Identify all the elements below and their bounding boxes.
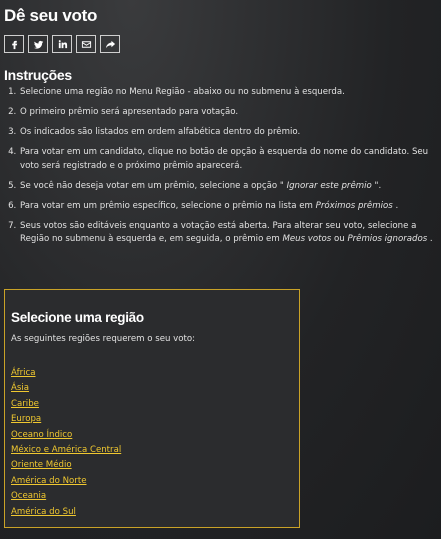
facebook-share-button[interactable] bbox=[4, 35, 24, 53]
region-list-item bbox=[11, 499, 121, 517]
linkedin-share-button[interactable] bbox=[52, 35, 72, 53]
region-list-item bbox=[11, 375, 121, 394]
share-forward-icon bbox=[105, 39, 116, 50]
region-box-title: Selecione uma região bbox=[11, 310, 144, 325]
region-link-north-america[interactable]: América do Norte bbox=[11, 475, 87, 486]
linkedin-icon bbox=[57, 39, 68, 50]
instructions-list bbox=[0, 86, 436, 253]
region-list-item bbox=[11, 406, 121, 425]
region-box-subtitle: As seguintes regiões requerem o seu voto: bbox=[11, 334, 196, 344]
region-link-south-america[interactable]: América do Sul bbox=[11, 506, 76, 517]
twitter-icon bbox=[33, 39, 44, 50]
instructions-title: Instruções bbox=[4, 67, 72, 83]
instruction-item: 4. Para votar em um candidato, clique no botão de opção à esquerda do nome do candidato. Seu voto será registrado e o próximo prêmio aparecerá. bbox=[19, 146, 436, 173]
instruction-item: 6. Para votar em um prêmio específico, selecione o prêmio na lista em Próximos prêmios . bbox=[19, 200, 436, 214]
region-link-mexico-central-america[interactable]: México e América Central bbox=[11, 444, 122, 455]
region-link-middle-east[interactable]: Oriente Médio bbox=[11, 460, 72, 471]
page-title: Dê seu voto bbox=[4, 6, 98, 25]
instruction-item: 1. Selecione uma região no Menu Região - abaixo ou no submenu à esquerda. bbox=[19, 86, 436, 100]
instruction-item: 7. Seus votos são editáveis enquanto a votação está aberta. Para alterar seu voto, selecione a Região no submenu à esquerda e, em seguida, o prêmio em Meus votos ou Prêmios ignorados . bbox=[19, 220, 436, 247]
region-list-item bbox=[11, 422, 121, 440]
region-link-indian-ocean[interactable]: Oceano Índico bbox=[11, 429, 73, 440]
region-link-africa[interactable]: África bbox=[11, 368, 36, 378]
region-list-item bbox=[11, 360, 121, 378]
email-icon bbox=[81, 39, 92, 50]
instruction-item: 5. Se você não deseja votar em um prêmio, selecione a opção " Ignorar este prêmio ". bbox=[19, 180, 436, 194]
region-list-item bbox=[11, 468, 121, 486]
region-list bbox=[11, 360, 122, 517]
region-list-item bbox=[11, 391, 121, 409]
region-link-oceania[interactable]: Oceania bbox=[11, 491, 47, 502]
instruction-item: 3. Os indicados são listados em ordem alfabética dentro do prêmio. bbox=[19, 126, 436, 140]
instruction-item: 2. O primeiro prêmio será apresentado para votação. bbox=[19, 106, 436, 120]
share-bar bbox=[4, 35, 120, 53]
forward-share-button[interactable] bbox=[100, 35, 120, 53]
email-share-button[interactable] bbox=[76, 35, 96, 53]
region-selector-box bbox=[4, 289, 300, 528]
region-link-asia[interactable]: Ásia bbox=[11, 383, 30, 394]
region-link-europe[interactable]: Europa bbox=[11, 414, 42, 425]
region-list-item bbox=[11, 437, 122, 455]
facebook-icon bbox=[9, 39, 20, 50]
region-link-caribbean[interactable]: Caribe bbox=[11, 398, 39, 409]
twitter-share-button[interactable] bbox=[28, 35, 48, 53]
